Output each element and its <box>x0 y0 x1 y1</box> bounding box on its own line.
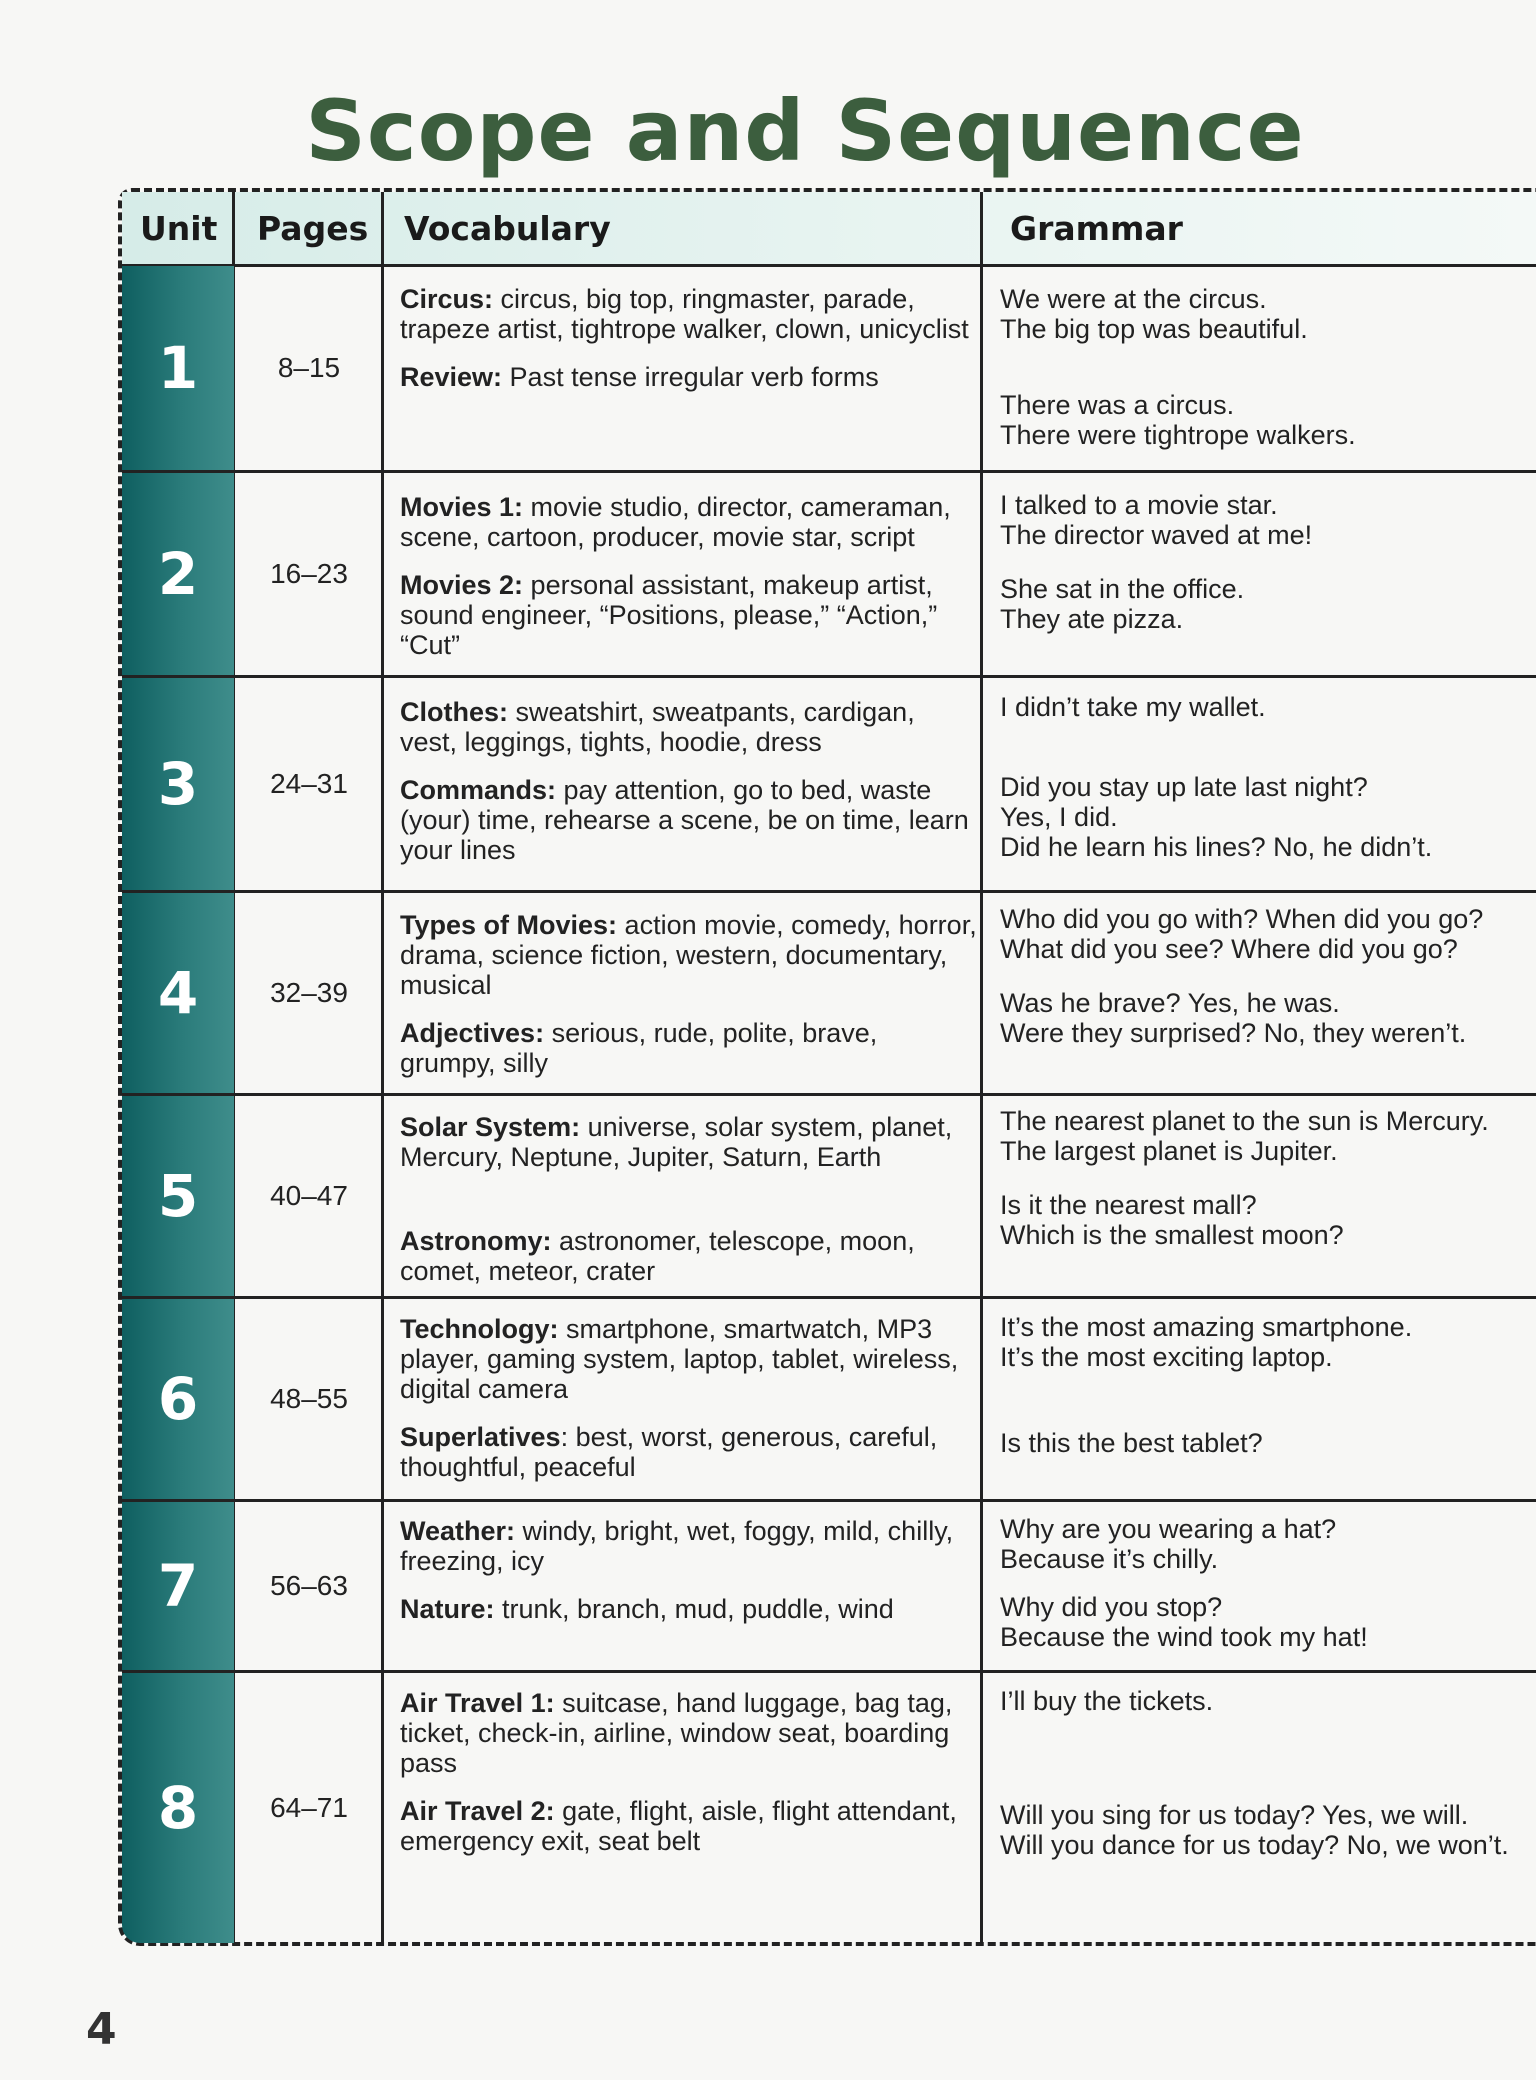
column-divider-pages <box>381 192 384 1942</box>
unit-pages: 16–23 <box>270 558 348 589</box>
vocab-topic: Types of Movies: action movie, comedy, horror, drama, science fiction, western, documentary, musical <box>400 910 977 1000</box>
table-header <box>122 192 1536 267</box>
vocab-topic: Nature: trunk, branch, mud, puddle, wind <box>400 1594 894 1624</box>
vocab-topic: Superlatives: best, worst, generous, careful, thoughtful, peaceful <box>400 1422 938 1482</box>
unit-pages: 64–71 <box>270 1792 348 1823</box>
page-title: Scope and Sequence <box>305 82 1305 180</box>
page-number: 4 <box>86 2004 117 2055</box>
grammar-example: Why did you stop? Because the wind took my hat! <box>1000 1592 1368 1652</box>
grammar-example: Will you sing for us today? Yes, we will. Will you dance for us today? No, we won’t. <box>1000 1800 1509 1860</box>
grammar-example: She sat in the office. They ate pizza. <box>1000 574 1245 634</box>
grammar-example: The nearest planet to the sun is Mercury. The largest planet is Jupiter. <box>1000 1106 1489 1166</box>
grammar-example: I’ll buy the tickets. <box>1000 1686 1214 1716</box>
unit-pages: 56–63 <box>270 1570 348 1601</box>
vocab-topic: Clothes: sweatshirt, sweatpants, cardigan, vest, leggings, tights, hoodie, dress <box>400 697 915 757</box>
grammar-cell <box>1000 1514 1530 1676</box>
unit-number: 1 <box>122 266 234 470</box>
grammar-cell <box>1000 1312 1530 1482</box>
vocab-topic: Astronomy: astronomer, telescope, moon, comet, meteor, crater <box>400 1226 915 1286</box>
grammar-example: Was he brave? Yes, he was. Were they surprised? No, they weren’t. <box>1000 988 1467 1048</box>
grammar-example: We were at the circus. The big top was beautiful. <box>1000 284 1308 344</box>
vocabulary-cell <box>400 697 978 883</box>
unit-number: 7 <box>122 1502 234 1670</box>
vocab-topic: Circus: circus, big top, ringmaster, parade, trapeze artist, tightrope walker, clown, unicyclist <box>400 284 969 344</box>
vocabulary-cell <box>400 1516 978 1642</box>
vocabulary-cell <box>400 1314 978 1500</box>
vocabulary-cell <box>400 1112 978 1304</box>
header-vocabulary: Vocabulary <box>404 209 611 248</box>
header-unit: Unit <box>140 209 218 248</box>
grammar-example: Who did you go with? When did you go? What did you see? Where did you go? <box>1000 904 1484 964</box>
header-pages: Pages <box>257 209 369 248</box>
grammar-example: Why are you wearing a hat? Because it’s chilly. <box>1000 1514 1337 1574</box>
vocab-topic: Solar System: universe, solar system, planet, Mercury, Neptune, Jupiter, Saturn, Earth <box>400 1112 953 1172</box>
unit-pages: 8–15 <box>277 352 341 383</box>
vocab-topic: Air Travel 1: suitcase, hand luggage, bag tag, ticket, check-in, airline, window seat, boarding pass <box>400 1688 953 1778</box>
unit-pages: 40–47 <box>270 1180 348 1211</box>
grammar-example: It’s the most amazing smartphone. It’s the most exciting laptop. <box>1000 1312 1413 1372</box>
unit-pages: 24–31 <box>270 768 348 799</box>
grammar-cell <box>1000 490 1530 658</box>
vocab-topic: Commands: pay attention, go to bed, waste (your) time, rehearse a scene, be on time, learn your lines <box>400 775 969 865</box>
grammar-example: Is this the best tablet? <box>1000 1428 1263 1458</box>
grammar-cell <box>1000 1686 1530 1884</box>
vocab-topic: Review: Past tense irregular verb forms <box>400 362 879 392</box>
vocabulary-cell <box>400 910 978 1096</box>
vocabulary-cell <box>400 284 978 410</box>
grammar-cell <box>1000 692 1530 886</box>
unit-number: 2 <box>122 473 234 675</box>
vocab-topic: Technology: smartphone, smartwatch, MP3 player, gaming system, laptop, tablet, wireless, digital camera <box>400 1314 959 1404</box>
header-grammar: Grammar <box>1010 209 1183 248</box>
vocabulary-cell <box>400 492 978 678</box>
vocab-topic: Movies 1: movie studio, director, cameraman, scene, cartoon, producer, movie star, script <box>400 492 951 552</box>
grammar-example: Did you stay up late last night? Yes, I did. Did he learn his lines? No, he didn’t. <box>1000 772 1433 862</box>
grammar-cell <box>1000 1106 1530 1274</box>
grammar-example: There was a circus. There were tightrope walkers. <box>1000 390 1356 450</box>
unit-pages: 48–55 <box>270 1383 348 1414</box>
grammar-cell <box>1000 284 1530 474</box>
vocab-topic: Weather: windy, bright, wet, foggy, mild, chilly, freezing, icy <box>400 1516 954 1576</box>
vocab-topic: Adjectives: serious, rude, polite, brave, grumpy, silly <box>400 1018 878 1078</box>
grammar-example: I didn’t take my wallet. <box>1000 692 1266 722</box>
column-divider-vocabulary <box>980 192 983 1942</box>
unit-number: 4 <box>122 893 234 1093</box>
grammar-example: Is it the nearest mall? Which is the smallest moon? <box>1000 1190 1344 1250</box>
vocab-topic: Air Travel 2: gate, flight, aisle, flight attendant, emergency exit, seat belt <box>400 1796 957 1856</box>
unit-number: 6 <box>122 1299 234 1499</box>
grammar-cell <box>1000 904 1530 1072</box>
unit-number: 5 <box>122 1096 234 1296</box>
unit-number: 3 <box>122 678 234 890</box>
vocabulary-cell <box>400 1688 978 1874</box>
vocab-topic: Movies 2: personal assistant, makeup artist, sound engineer, “Positions, please,” “Action,” “Cut” <box>400 570 938 660</box>
unit-pages: 32–39 <box>270 977 348 1008</box>
grammar-example: I talked to a movie star. The director waved at me! <box>1000 490 1313 550</box>
unit-number: 8 <box>122 1673 234 1943</box>
